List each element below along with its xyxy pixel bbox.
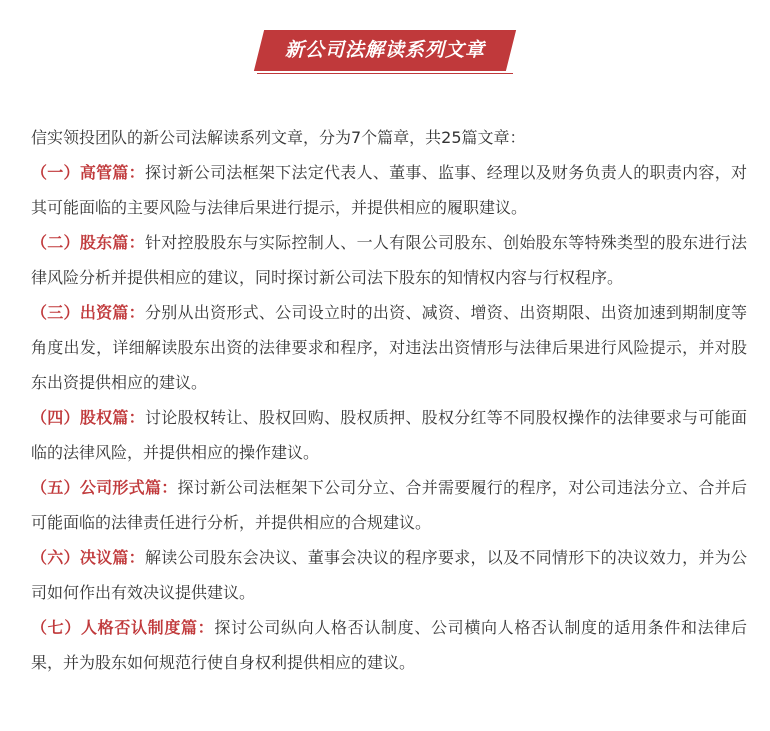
chapter-label: （三）出资篇： [31,303,145,322]
title-banner [257,30,513,76]
chapter-text: 解读公司股东会决议、董事会决议的程序要求，以及不同情形下的决议效力，并为公司如何作出有效决议提供建议。 [31,548,747,602]
chapter-text: 探讨新公司法框架下公司分立、合并需要履行的程序，对公司违法分立、合并后可能面临的法律责任进行分析，并提供相应的合规建议。 [31,478,747,532]
chapter-label: （四）股权篇： [31,408,145,427]
article-body [31,120,747,680]
title-underline [257,73,513,74]
chapter-paragraph-4 [31,400,747,470]
chapter-paragraph-5 [31,470,747,540]
chapter-text: 分别从出资形式、公司设立时的出资、减资、增资、出资期限、出资加速到期制度等角度出发，详细解读股东出资的法律要求和程序，对违法出资情形与法律后果进行风险提示，并对股东出资提供相应的建议。 [31,303,747,392]
chapter-label: （二）股东篇： [31,233,145,252]
chapter-text: 针对控股股东与实际控制人、一人有限公司股东、创始股东等特殊类型的股东进行法律风险分析并提供相应的建议，同时探讨新公司法下股东的知情权内容与行权程序。 [31,233,747,287]
chapter-label: （五）公司形式篇： [31,478,178,497]
chapter-paragraph-6 [31,540,747,610]
chapter-text: 探讨新公司法框架下法定代表人、董事、监事、经理以及财务负责人的职责内容，对其可能面临的主要风险与法律后果进行提示，并提供相应的履职建议。 [31,163,747,217]
chapter-label: （七）人格否认制度篇： [31,618,215,637]
chapter-paragraph-2 [31,225,747,295]
chapter-text: 讨论股权转让、股权回购、股权质押、股权分红等不同股权操作的法律要求与可能面临的法律风险，并提供相应的操作建议。 [31,408,747,462]
chapter-label: （一）高管篇： [31,163,145,182]
page-title: 新公司法解读系列文章 [284,39,485,61]
chapter-label: （六）决议篇： [31,548,145,567]
chapter-text: 探讨公司纵向人格否认制度、公司横向人格否认制度的适用条件和法律后果，并为股东如何规范行使自身权利提供相应的建议。 [31,618,747,672]
chapter-paragraph-1 [31,155,747,225]
chapter-paragraph-3 [31,295,747,400]
chapter-paragraph-7 [31,610,747,680]
intro-paragraph: 信实领投团队的新公司法解读系列文章，分为7个篇章，共25篇文章： [31,128,526,147]
